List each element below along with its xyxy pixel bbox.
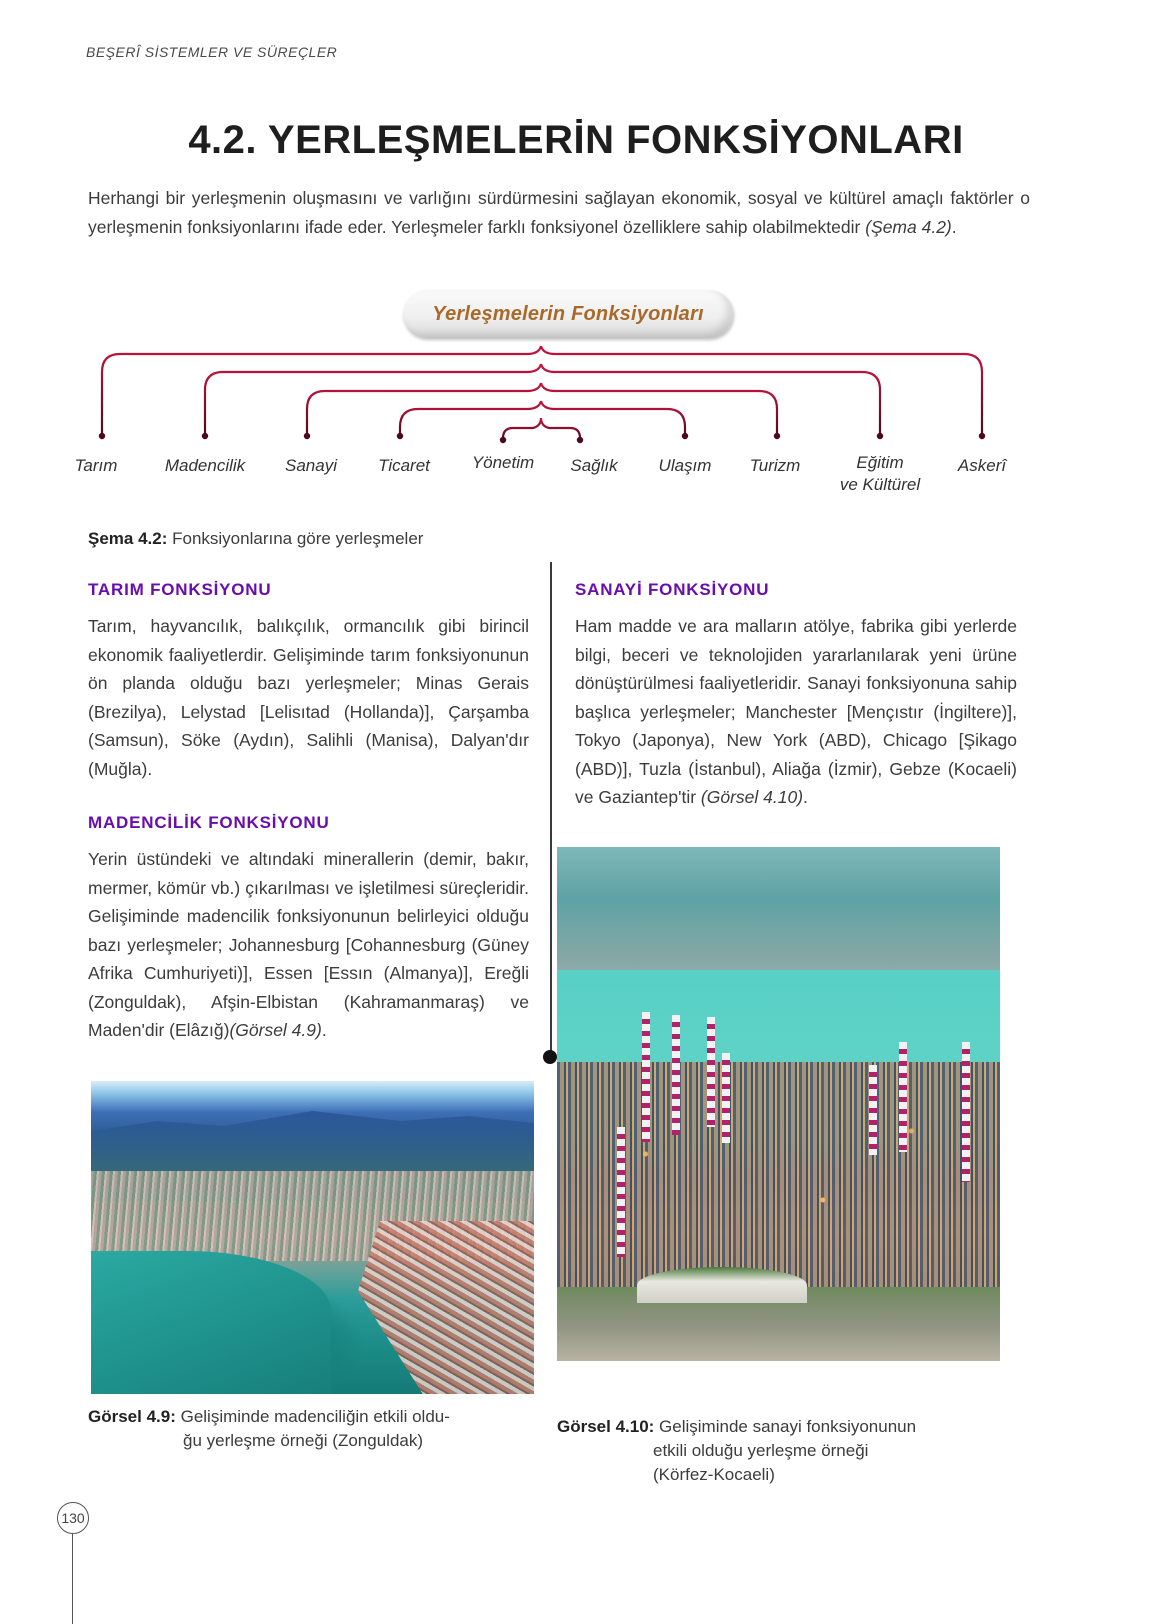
caption-line: ğu yerleşme örneği (Zonguldak) xyxy=(183,1431,424,1450)
section-heading-tarim: TARIM FONKSİYONU xyxy=(88,580,272,599)
diagram-node-dot xyxy=(979,433,985,439)
diagram-node-label-line: ve Kültürel xyxy=(839,475,921,494)
diagram-branch-3 xyxy=(400,401,541,436)
madencilik-body: Yerin üstündeki ve altındaki minerallerin (demir, bakır, mermer, kömür vb.) çıkarılması ve işletilmesi süreçleridir. Gelişiminde madencilik fonksiyonunun belirleyici olduğu bazı yerleşmeler; Johannesburg [Cohannesburg (Güney Afrika Cumhuriyeti)], Essen [Essın (Almanya)], Ereğli (Zonguldak), Afşin-Elbistan (Kahramanmaraş) ve Maden'dir (Elâzığ) xyxy=(88,849,529,1040)
diagram-node-label-line: Sağlık xyxy=(570,456,618,475)
caption-line: Gelişiminde madenciliğin etkili oldu- xyxy=(175,1407,450,1426)
schema-caption xyxy=(88,529,423,549)
caption-label: Görsel 4.10: xyxy=(557,1417,655,1436)
intro-text: Herhangi bir yerleşmenin oluşmasını ve varlığını sürdürmesini sağlayan ekonomik, sosyal ve kültürel amaçlı faktörler o yerleşmenin fonksiyonlarını ifade eder. Yerleşmeler farklı fonksiyonel özelliklere sahip olabilmektedir xyxy=(88,188,1030,237)
caption-line: etkili olduğu yerleşme örneği xyxy=(653,1441,869,1460)
photo-chimney xyxy=(722,1053,730,1143)
photo-chimney xyxy=(672,1015,680,1135)
function-tree-diagram xyxy=(0,336,1152,516)
photo-chimney xyxy=(707,1017,715,1127)
photo-zonguldak xyxy=(91,1081,534,1394)
intro-end: . xyxy=(951,217,957,237)
page-number: 130 xyxy=(57,1502,89,1534)
diagram-node-dot xyxy=(304,433,310,439)
photo-chimney xyxy=(962,1042,970,1182)
running-head: BEŞERÎ SİSTEMLER VE SÜREÇLER xyxy=(86,44,338,60)
caption-line: (Körfez-Kocaeli) xyxy=(653,1465,775,1484)
diagram-node-dot xyxy=(500,437,506,443)
photo-korfez xyxy=(557,847,1000,1361)
page-title: 4.2. YERLEŞMELERİN FONKSİYONLARI xyxy=(188,118,964,162)
diagram-node-dot xyxy=(577,437,583,443)
intro-paragraph xyxy=(88,184,1030,242)
diagram-branch-6 xyxy=(541,401,685,436)
caption-label: Görsel 4.9: xyxy=(88,1407,176,1426)
section-heading-sanayi: SANAYİ FONKSİYONU xyxy=(575,580,770,599)
diagram-node-label-line: Sanayi xyxy=(285,456,337,475)
figure-caption-korfez xyxy=(557,1415,916,1487)
column-divider xyxy=(550,562,552,1057)
diagram-node-dot xyxy=(877,433,883,439)
photo-dome-building xyxy=(637,1267,807,1303)
section-text-tarim: Tarım, hayvancılık, balıkçılık, ormancılık gibi birincil ekonomik faaliyetlerdir. Gelişiminde tarım fonksiyonunun ön planda olduğu bazı yerleşmeler; Minas Gerais (Brezilya), Lelystad [Lelisıtad (Hollanda)], Çarşamba (Samsun), Söke (Aydın), Salihli (Manisa), Dalyan'dır (Muğla). xyxy=(88,616,529,779)
diagram-node-dot xyxy=(682,433,688,439)
diagram-node-dot xyxy=(774,433,780,439)
sanayi-ref: (Görsel 4.10) xyxy=(700,787,804,807)
photo-sea xyxy=(91,1251,331,1394)
section-text-sanayi xyxy=(575,612,1017,812)
photo-chimney xyxy=(869,1065,877,1155)
diagram-branch-5 xyxy=(541,418,580,440)
photo-chimney xyxy=(617,1127,625,1257)
diagram-node-label-line: Madencilik xyxy=(164,456,246,475)
sanayi-body: Ham madde ve ara malların atölye, fabrika gibi yerlerde bilgi, beceri ve teknolojiden yararlanılarak yeni ürüne dönüştürülmesi faaliyetleridir. Sanayi fonksiyonuna sahip başlıca yerleşmeler; Manchester [Mençıstır (İngiltere)], Tokyo (Japonya), New York (ABD), Chicago [Şikago (ABD)], Tuzla (İstanbul), Aliağa (İzmir), Gebze (Kocaeli) ve Gaziantep'tir xyxy=(575,616,1017,807)
madencilik-end: . xyxy=(321,1020,327,1040)
diagram-branch-8 xyxy=(541,364,880,436)
photo-chimney xyxy=(642,1012,650,1142)
column-divider-dot xyxy=(543,1050,557,1064)
photo-chimney xyxy=(899,1042,907,1152)
section-text-madencilik xyxy=(88,845,529,1045)
diagram-node-label-line: Ulaşım xyxy=(658,456,712,475)
diagram-node-dot xyxy=(397,433,403,439)
diagram-node-label xyxy=(145,455,265,477)
diagram-node-label-line: Askerî xyxy=(957,456,1007,475)
madencilik-ref: (Görsel 4.9) xyxy=(229,1020,322,1040)
diagram-node-label-line: Tarım xyxy=(74,456,118,475)
diagram-node-label xyxy=(36,455,156,477)
diagram-node-label-line: Yönetim xyxy=(471,453,535,472)
diagram-root-label: Yerleşmelerin Fonksiyonları xyxy=(432,302,704,325)
caption-line: Gelişiminde sanayi fonksiyonunun xyxy=(654,1417,917,1436)
sanayi-end: . xyxy=(803,787,808,807)
schema-caption-label: Şema 4.2: xyxy=(88,529,168,548)
diagram-root-node xyxy=(403,290,733,338)
section-heading-madencilik: MADENCİLİK FONKSİYONU xyxy=(88,813,330,832)
figure-caption-zonguldak xyxy=(88,1405,450,1453)
diagram-node-label xyxy=(715,455,835,477)
diagram-node-label-line: Ticaret xyxy=(378,456,430,475)
diagram-node-dot xyxy=(202,433,208,439)
intro-ref: (Şema 4.2) xyxy=(865,217,952,237)
diagram-branch-4 xyxy=(503,418,541,440)
diagram-branch-1 xyxy=(205,364,541,436)
page-number-line xyxy=(72,1533,73,1624)
schema-caption-text: Fonksiyonlarına göre yerleşmeler xyxy=(167,529,424,548)
diagram-node-label-line: Eğitim xyxy=(856,453,904,472)
diagram-node-dot xyxy=(99,433,105,439)
diagram-node-label-line: Turizm xyxy=(749,456,801,475)
diagram-node-label xyxy=(922,455,1042,477)
